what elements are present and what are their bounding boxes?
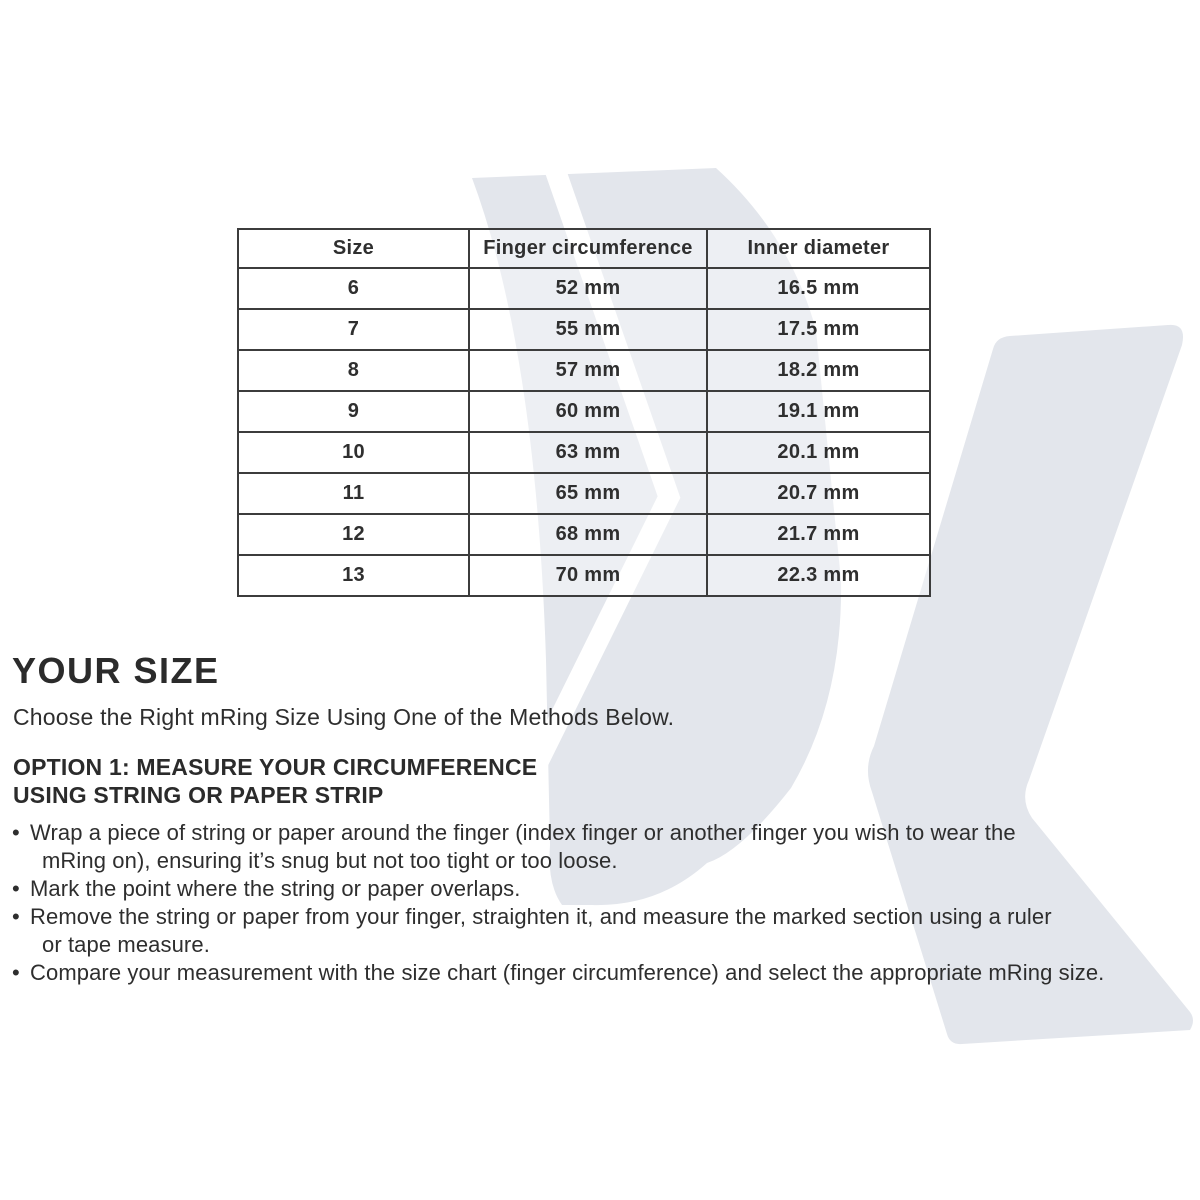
table-row [238,514,930,555]
cell-circumference: 65 mm [469,473,707,514]
list-item [12,875,1104,903]
bullet-icon: • [12,876,20,901]
table-header-row [238,229,930,268]
table-row [238,391,930,432]
page-title: YOUR SIZE [12,650,220,691]
list-item-continuation: or tape measure. [42,932,210,957]
table-row [238,432,930,473]
cell-circumference: 63 mm [469,432,707,473]
ring-size-table [237,228,931,597]
bullet-icon: • [12,820,20,845]
cell-diameter: 20.1 mm [707,432,930,473]
list-item-continuation: mRing on), ensuring it’s snug but not too tight or too loose. [42,848,618,873]
cell-size: 12 [238,514,469,555]
header-inner-diameter: Inner diameter [707,229,930,268]
cell-diameter: 18.2 mm [707,350,930,391]
cell-diameter: 19.1 mm [707,391,930,432]
option1-heading-line1: OPTION 1: MEASURE YOUR CIRCUMFERENCE [13,754,538,780]
cell-diameter: 21.7 mm [707,514,930,555]
list-item [12,819,1104,847]
cell-size: 7 [238,309,469,350]
cell-circumference: 55 mm [469,309,707,350]
cell-circumference: 57 mm [469,350,707,391]
option1-heading [13,753,537,809]
bullet-icon: • [12,904,20,929]
list-item-text: Wrap a piece of string or paper around the finger (index finger or another finger you wish to wear the [30,820,1016,845]
cell-size: 9 [238,391,469,432]
cell-diameter: 16.5 mm [707,268,930,309]
bullet-icon: • [12,960,20,985]
cell-circumference: 70 mm [469,555,707,596]
cell-size: 10 [238,432,469,473]
table-row [238,473,930,514]
list-item-text: Compare your measurement with the size chart (finger circumference) and select the appropriate mRing size. [30,960,1105,985]
cell-size: 8 [238,350,469,391]
list-item [12,903,1104,931]
table-row [238,350,930,391]
option1-heading-line2: USING STRING OR PAPER STRIP [13,782,384,808]
cell-circumference: 52 mm [469,268,707,309]
header-finger-circumference: Finger circumference [469,229,707,268]
list-item [12,959,1104,987]
cell-size: 13 [238,555,469,596]
header-size: Size [238,229,469,268]
cell-circumference: 68 mm [469,514,707,555]
table-row [238,268,930,309]
cell-diameter: 20.7 mm [707,473,930,514]
cell-size: 11 [238,473,469,514]
cell-size: 6 [238,268,469,309]
list-item-text: Mark the point where the string or paper overlaps. [30,876,521,901]
instruction-list [12,819,1104,987]
cell-diameter: 22.3 mm [707,555,930,596]
list-item-text: Remove the string or paper from your finger, straighten it, and measure the marked section using a ruler [30,904,1052,929]
cell-diameter: 17.5 mm [707,309,930,350]
page-subtitle: Choose the Right mRing Size Using One of the Methods Below. [13,704,675,730]
cell-circumference: 60 mm [469,391,707,432]
table-row [238,555,930,596]
table-row [238,309,930,350]
